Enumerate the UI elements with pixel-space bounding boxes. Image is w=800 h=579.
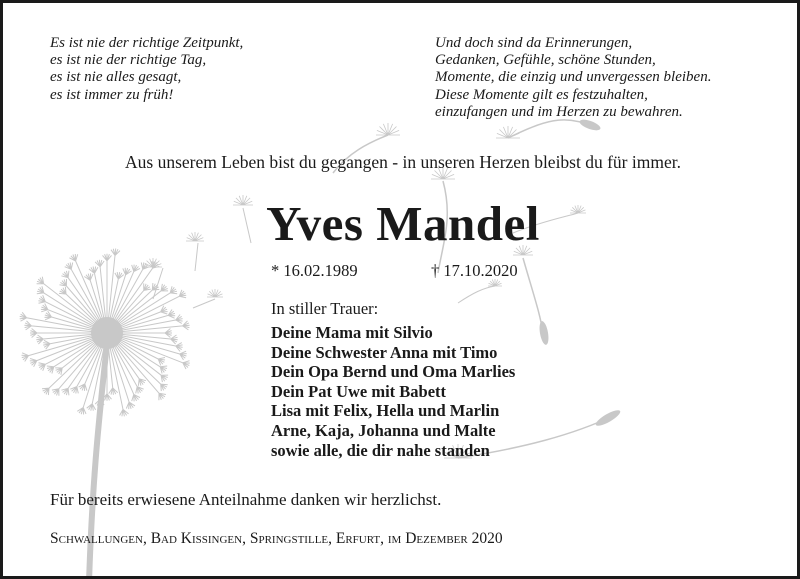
places-date: Schwallungen, Bad Kissingen, Springstille, Erfurt, im Dezember 2020: [50, 530, 503, 547]
poem-left: [50, 35, 243, 104]
farewell-text: Aus unserem Leben bist du gegangen - in unseren Herzen bleibst du für immer.: [125, 152, 681, 172]
seed-tuft: [496, 126, 520, 138]
mourner-line: Deine Schwester Anna mit Timo: [271, 342, 498, 362]
seed-tuft: [207, 289, 223, 297]
mourners-list: [271, 323, 515, 460]
mourner-line: Lisa mit Felix, Hella und Marlin: [271, 401, 500, 421]
mourner-line: Dein Pat Uwe mit Babett: [271, 381, 447, 401]
thanks-text: Für bereits erwiesene Anteilnahme danken wir herzlichst.: [50, 490, 442, 509]
grief-label: In stiller Trauer:: [271, 299, 379, 318]
poem-right: [435, 35, 711, 121]
seed-tuft: [376, 123, 400, 135]
poem-line: Es ist nie der richtige Zeitpunkt,: [50, 35, 244, 51]
birth-date: * 16.02.1989: [271, 261, 358, 280]
death-date: † 17.10.2020: [431, 261, 518, 280]
deceased-name: Yves Mandel: [266, 196, 540, 251]
mourner-line: Arne, Kaja, Johanna und Malte: [271, 420, 496, 440]
poem-line: es ist immer zu früh!: [50, 86, 174, 103]
mourner-line: Dein Opa Bernd und Oma Marlies: [271, 362, 516, 382]
poem-line: Und doch sind da Erinnerungen,: [435, 35, 633, 51]
poem-line: Gedanken, Gefühle, schöne Stunden,: [435, 52, 656, 69]
poem-line: es ist nie der richtige Tag,: [50, 52, 207, 69]
poem-line: einzufangen und im Herzen zu bewahren.: [435, 103, 683, 120]
poem-line: Momente, die einzig und unvergessen bleiben.: [435, 69, 712, 86]
poem-line: es ist nie alles gesagt,: [50, 69, 182, 86]
mourner-line: Deine Mama mit Silvio: [271, 323, 433, 342]
mourner-line: sowie alle, die dir nahe standen: [271, 440, 490, 460]
poem-line: Diese Momente gilt es festzuhalten,: [435, 86, 648, 103]
